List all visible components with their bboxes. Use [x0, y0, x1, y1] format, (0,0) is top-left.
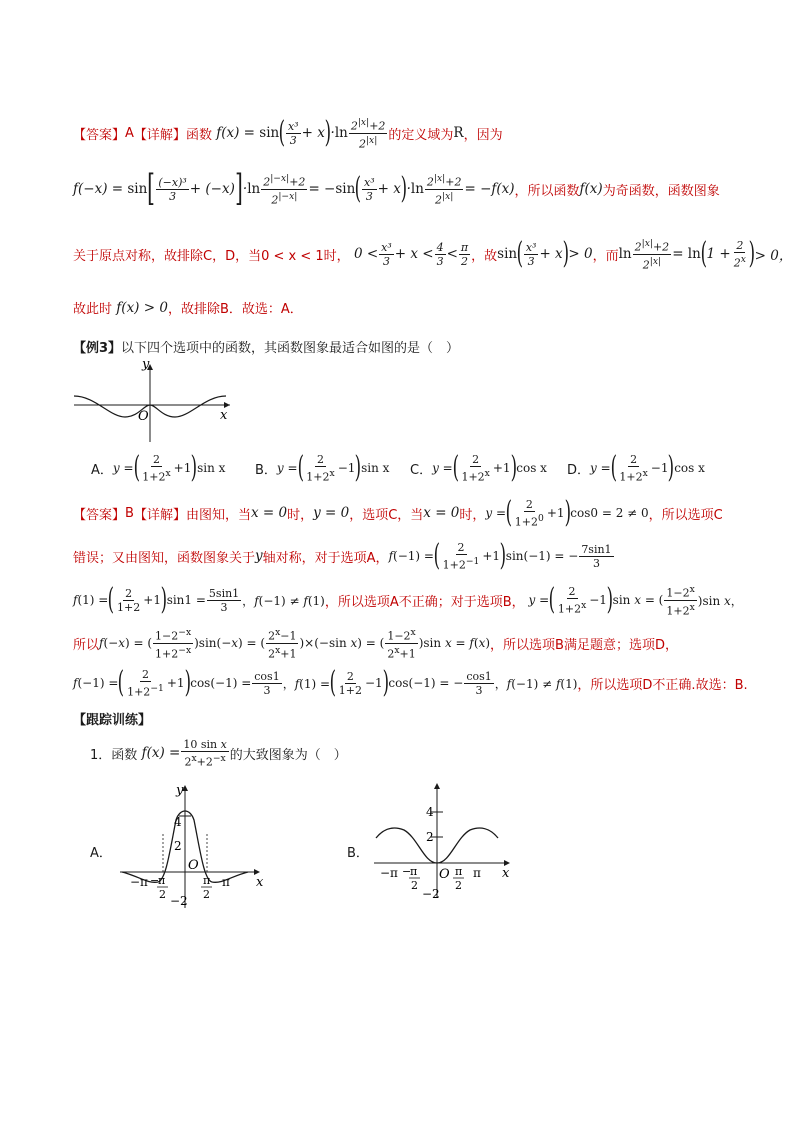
- x-tick-label: π: [222, 875, 230, 889]
- detail-tag: 【详解】: [133, 127, 186, 143]
- text: ，所以选项B满足题意；选项D，: [490, 637, 678, 653]
- y-label: y: [142, 360, 150, 372]
- option-letter: D．: [567, 462, 591, 478]
- text: 故此时: [73, 302, 113, 317]
- option-tail: −1: [650, 461, 669, 476]
- text: 轴对称，对于选项A，: [262, 550, 389, 566]
- example3-graph: [70, 360, 240, 444]
- text: 0 < x < 1时，: [261, 248, 350, 264]
- detail-tag: 【详解】: [133, 507, 186, 523]
- text: ，故排除B．故选：A．: [167, 302, 303, 317]
- text: ，而: [592, 248, 619, 264]
- answer-choice: A: [125, 125, 134, 141]
- example3-header: [73, 337, 459, 356]
- y-label: y: [176, 783, 184, 798]
- x-tick-label: π: [473, 866, 481, 880]
- answer2-line2: 错误；又由图知，函数图象关于 y 轴对称，对于选项A， f(−1) = ( $\frac{2}{1+2^{-1}}$ +1 ) sin(−1) = − $\frac{7\sin 1}{3}$: [73, 538, 612, 574]
- text: ，选项C，当: [349, 507, 424, 523]
- text: ，故: [471, 248, 498, 264]
- x-label: x: [502, 866, 510, 881]
- answer-tag: 【答案】: [73, 127, 126, 143]
- text: 时，: [287, 507, 314, 523]
- text: 所以: [73, 637, 100, 653]
- answer2-line4: 所以 f(−x) = ( $\frac{1-2^{-x}}{1+2^{-x}}$ )sin(−x) = ( $\frac{2^x-1}{2^x+1}$ )×(−sin x) = ( $\frac{1-2^x}{2^x+1}$ )sin x = f(x) ，所以选项B满足题意；选项D，: [73, 627, 678, 661]
- x-label: x: [256, 875, 264, 890]
- option-fn: sin x: [197, 461, 226, 476]
- option-a: A． y = ( $\frac{2}{1+2^x}$ +1 ) sin x: [91, 450, 226, 486]
- y-tick-label: 2: [426, 830, 434, 844]
- answer-choice: B: [125, 505, 134, 521]
- x-tick-label: −π: [380, 866, 398, 880]
- y-tick-label: 2: [174, 839, 182, 853]
- text: 由图知，当: [185, 507, 251, 523]
- text: 时，: [459, 507, 486, 523]
- option-tail: −1: [337, 461, 356, 476]
- q1-prefix: 1．函数: [90, 747, 138, 763]
- x-tick-label: π: [410, 865, 418, 878]
- answer1-line3: 关于原点对称，故排除C，D，当 0 < x < 1时， 0 < $\frac{\text{x³}}{3}$ + x < $\frac{4}{3}$ < $\frac{\pi}{2}$ ，故 sin ( $\frac{\text{x³}}{3}$ + x ) > 0 ，而 ln $\frac{2^{|x|}+2}{2^{|x|}}$ = ln ( 1 + $\frac{2}{2^x}$ ) > 0，: [73, 236, 793, 272]
- x-tick-label: −π: [130, 875, 148, 889]
- answer1-line4: 故此时 f(x) > 0 ，故排除B．故选：A．: [73, 299, 303, 317]
- text: ，因为: [463, 127, 503, 143]
- example-label: 【例3】: [73, 341, 122, 356]
- x-label: x: [220, 408, 228, 423]
- text: ，所以函数: [514, 183, 580, 199]
- answer1-line1: 【答案】 A 【详解】 函数 f(x) = sin ( $\frac{\text{x³}}{3}$ + x ) ·ln $\frac{2^{|x|}+2}{2^{|x|}}$ 的定义域为 R ，因为: [73, 115, 503, 151]
- x-tick-label: −: [150, 874, 160, 887]
- option-c: C． y = ( $\frac{2}{1+2^x}$ +1 ) cos x: [410, 450, 547, 486]
- graph-b: [372, 780, 522, 900]
- answer1-line2: f(−x) = sin [ $\frac{\text{(−x)³}}{3}$ + (−x) ] ·ln $\frac{2^{|-x|}+2}{2^{|-x|}}$ = −sin ( $\frac{\text{x³}}{3}$ + x ) ·ln $\frac{2^{|x|}+2}{2^{|x|}}$ = −f(x) ，所以函数 f(x) 为奇函数，函数图象: [73, 168, 720, 210]
- y-tick-label: 4: [426, 805, 434, 819]
- option-tail: +1: [173, 461, 192, 476]
- y-tick-label: 4: [174, 815, 182, 829]
- graph-a-label: A．: [90, 846, 112, 861]
- text: 为奇函数，函数图象: [602, 183, 720, 199]
- training-q1: 1．函数 f(x) = $\frac{\text{10 sin x}}{2^x+2^{-x}}$ 的大致图象为（ ）: [90, 738, 347, 769]
- option-tail: +1: [492, 461, 511, 476]
- domain: R: [453, 125, 464, 142]
- answer2-line3: f(1) = ( $\frac{2}{1+2}$ +1 ) sin1 = $\frac{5\sin 1}{3}$ ，f(−1) ≠ f(1) ，所以选项A不正确；对于选项B， y = ( $\frac{2}{1+2^x}$ −1 ) sin x = ( $\frac{1-2^x}{1+2^x}$ )sin x，: [73, 582, 743, 618]
- answer2-line1: 【答案】 B 【详解】 由图知，当 x = 0 时， y = 0 ，选项C，当 x = 0 时， y = ( $\frac{2}{1+2^0}$ +1 ) cos0 = 2 ≠ 0 ，所以选项C: [73, 495, 723, 531]
- y-tick-label: −2: [422, 887, 440, 900]
- option-b: B． y = ( $\frac{2}{1+2^x}$ −1 ) sin x: [255, 450, 390, 486]
- y-axis-arrow: [434, 783, 440, 789]
- text: 错误；又由图知，函数图象关于: [73, 550, 256, 566]
- option-letter: C．: [410, 462, 433, 478]
- origin-label: O: [439, 867, 450, 882]
- x-tick-label: π: [203, 874, 211, 887]
- graph-b-label: B．: [347, 846, 369, 861]
- x-tick-label: π: [158, 874, 166, 887]
- text: ，所以选项C: [648, 507, 723, 523]
- example-question: 以下四个选项中的函数，其函数图象最适合如图的是（ ）: [121, 341, 460, 356]
- text: 关于原点对称，故排除C，D，当: [73, 248, 262, 264]
- training-label: [73, 709, 151, 728]
- training-label-text: 【跟踪训练】: [73, 713, 152, 728]
- text: ，所以选项D不正确.故选：B.: [577, 677, 748, 693]
- origin-label: O: [188, 858, 199, 873]
- option-fn: cos x: [674, 461, 705, 476]
- option-fn: cos x: [516, 461, 547, 476]
- text: 的定义域为: [388, 127, 454, 143]
- y-tick-label: −2: [170, 894, 188, 908]
- x-tick-label: 2: [455, 879, 462, 892]
- answer-tag: 【答案】: [73, 507, 126, 523]
- q1-suffix: 的大致图象为（ ）: [229, 747, 347, 763]
- x-tick-label: −: [402, 865, 412, 878]
- math: f(x) = sin: [211, 125, 280, 142]
- option-fn: sin x: [361, 461, 390, 476]
- answer2-line5: f(−1) = ( $\frac{2}{1+2^{-1}}$ +1 ) cos(−1) = $\frac{\cos 1}{3}$ ，f(1) = ( $\frac{2}{1+2}$ −1 ) cos(−1) = − $\frac{\cos 1}{3}$ ，f(−1) ≠ f(1) ，所以选项D不正确.故选：B.: [73, 665, 748, 701]
- option-d: D． y = ( $\frac{2}{1+2^x}$ −1 ) cos x: [567, 450, 705, 486]
- option-letter: A．: [91, 462, 113, 478]
- x-tick-label: 2: [203, 888, 210, 901]
- x-tick-label: 2: [411, 879, 418, 892]
- graph-a: [118, 780, 268, 910]
- x-tick-label: 2: [159, 888, 166, 901]
- x-tick-label: π: [455, 865, 463, 878]
- text: 函数: [185, 127, 212, 143]
- origin-label: O: [138, 409, 149, 424]
- option-letter: B．: [255, 462, 277, 478]
- text: ，所以选项A不正确；对于选项B，: [324, 594, 525, 610]
